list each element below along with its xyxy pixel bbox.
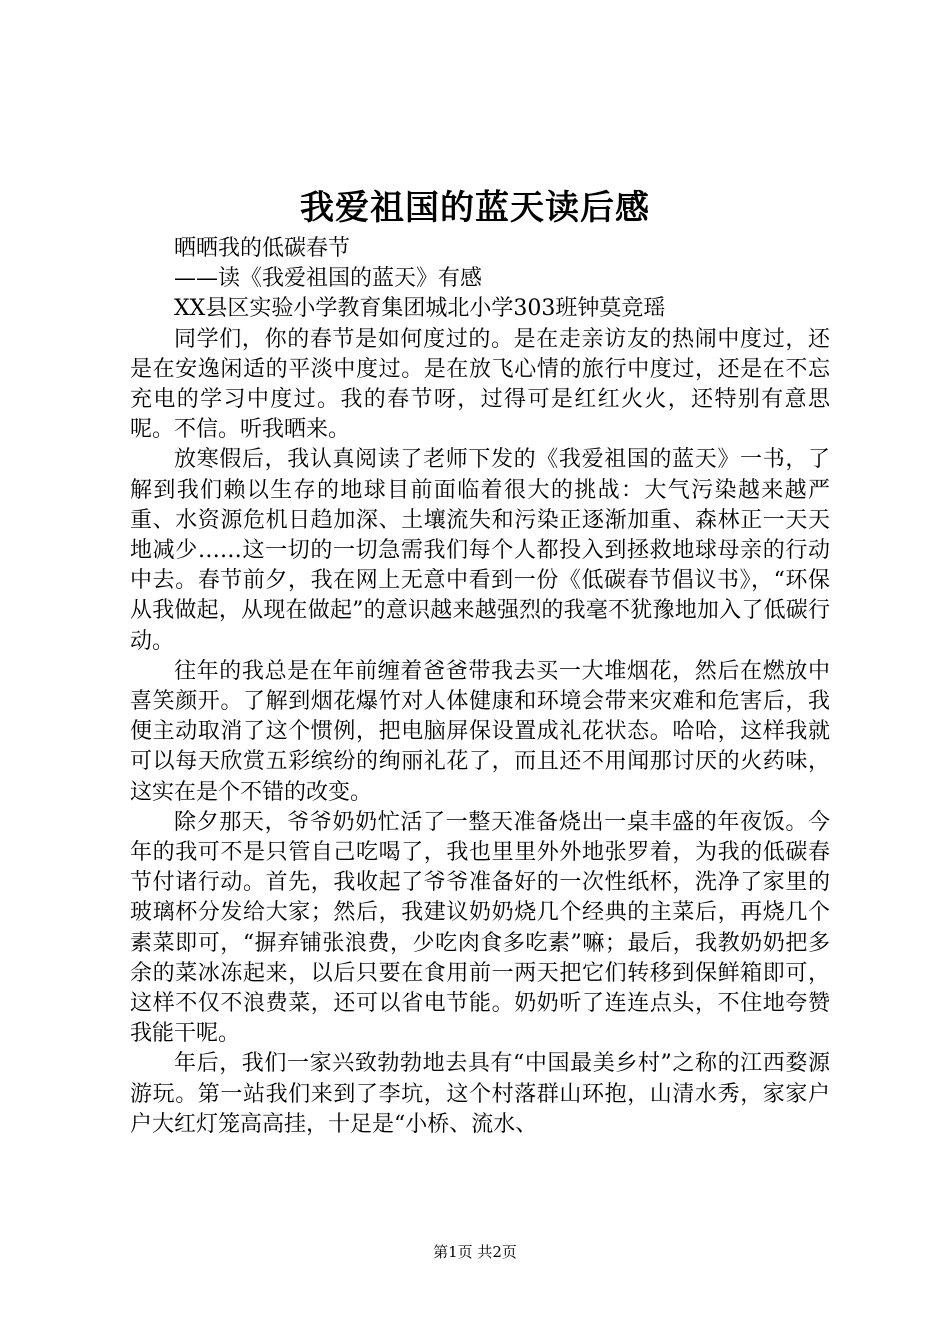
paragraph-3: 往年的我总是在年前缠着爸爸带我去买一大堆烟花，然后在燃放中喜笑颜开。了解到烟花爆竹对人体健康和环境会带来灾难和危害后，我便主动取消了这个惯例，把电脑屏保设置成礼花状态。哈哈，这样我就可以每天欣赏五彩缤纷的绚丽礼花了，而且还不用闻那讨厌的火药味，这实在是个不错的改变。 <box>130 658 830 805</box>
paragraph-2: 放寒假后，我认真阅读了老师下发的《我爱祖国的蓝天》一书，了解到我们赖以生存的地球目前面临着很大的挑战：大气污染越来越严重、水资源危机日趋加深、土壤流失和污染正逐渐加重、森林正一天天地减少……这一切的一切急需我们每个人都投入到拯救地球母亲的行动中去。春节前夕，我在网上无意中看到一份《低碳春节倡议书》，“环保从我做起，从现在做起”的意识越来越强烈的我毫不犹豫地加入了低碳行动。 <box>130 447 830 654</box>
document-body <box>130 234 830 1140</box>
page-footer: 第1页 共2页 <box>433 1243 517 1261</box>
author-line: XX县区实验小学教育集团城北小学303班钟莫竞瑶 <box>174 296 666 322</box>
paragraph-4: 除夕那天，爷爷奶奶忙活了一整天准备烧出一桌丰盛的年夜饭。今年的我可不是只管自己吃喝了，我也里里外外地张罗着，为我的低碳春节付诸行动。首先，我收起了爷爷准备好的一次性纸杯，洗净了家里的玻璃杯分发给大家；然后，我建议奶奶烧几个经典的主菜后，再烧几个素菜即可，“摒弃铺张浪费，少吃肉食多吃素”嘛；最后，我教奶奶把多余的菜冰冻起来，以后只要在食用前一两天把它们转移到保鲜箱即可，这样不仅不浪费菜，还可以省电节能。奶奶听了连连点头，不住地夸赞我能干呢。 <box>130 809 830 1047</box>
paragraph-1: 同学们，你的春节是如何度过的。是在走亲访友的热闹中度过，还是在安逸闲适的平淡中度过。是在放飞心情的旅行中度过，还是在不忘充电的学习中度过。我的春节呀，过得可是红红火火，还特别有意思呢。不信。听我晒来。 <box>130 326 830 443</box>
document-title: 我爱祖国的蓝天读后感 <box>300 188 650 228</box>
subtitle-line-2: ——读《我爱祖国的蓝天》有感 <box>174 266 483 292</box>
paragraph-5: 年后，我们一家兴致勃勃地去具有“中国最美乡村”之称的江西婺源游玩。第一站我们来到了李坑，这个村落群山环抱，山清水秀，家家户户大红灯笼高高挂，十足是“小桥、流水、 <box>130 1051 830 1137</box>
subtitle-line-1: 晒晒我的低碳春节 <box>174 236 351 261</box>
